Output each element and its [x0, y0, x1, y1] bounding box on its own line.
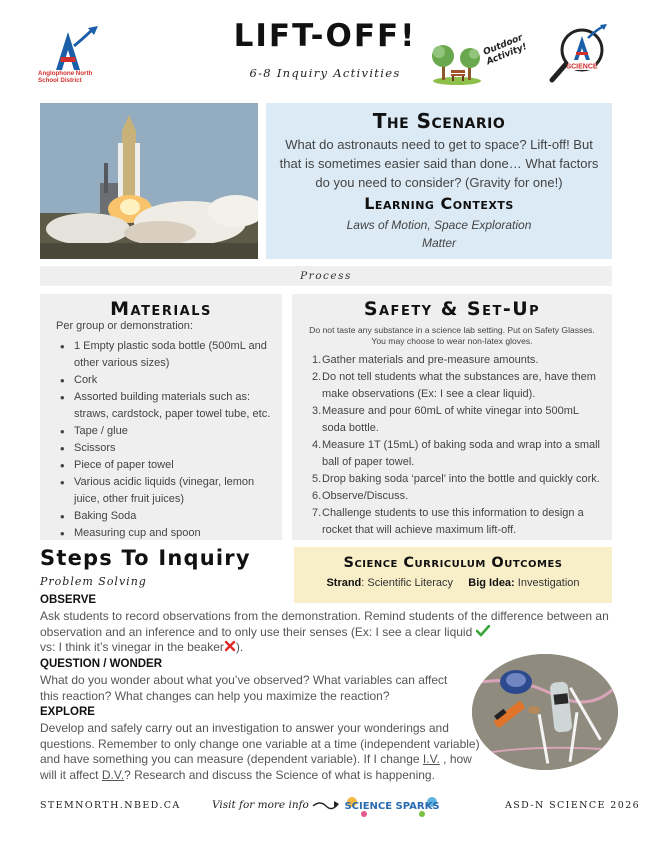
step-text: Challenge students to use this information to design a rocket that will achieve maximum lift-off. — [322, 507, 584, 536]
science-sparks-logo-text: SCIENCE SPARKS — [344, 801, 440, 812]
safety-steps-list — [312, 352, 602, 539]
footer-website-link[interactable]: STEMNORTH.NBED.CA — [40, 800, 181, 811]
explore-text-c: ? Research and discuss the Science of what is happening. — [124, 767, 435, 782]
safety-title: Safety & Set-Up — [363, 298, 541, 320]
rocket-launch-photo — [40, 103, 258, 259]
red-cross-icon — [224, 640, 236, 652]
list-item: • Cork — [58, 372, 278, 389]
observe-text-c: ). — [235, 640, 244, 654]
science-sparks-logo — [344, 792, 440, 820]
curriculum-outcomes-panel — [294, 547, 612, 603]
steps-title: Steps To Inquiry — [40, 546, 251, 570]
district-name — [38, 70, 108, 84]
learning-contexts-line1: Laws of Motion, Space Exploration — [346, 218, 532, 232]
step-number: 6. — [312, 490, 322, 502]
outcomes-line — [294, 577, 612, 589]
materials-panel — [40, 294, 282, 540]
step-text: Drop baking soda ‘parcel’ into the bottle and quickly cork. — [322, 473, 600, 485]
materials-title: Materials — [110, 298, 212, 320]
scenario-panel — [266, 103, 612, 259]
scenario-title: The Scenario — [372, 109, 506, 133]
observe-text-b: vs: I think it’s vinegar in the beaker — [40, 640, 224, 654]
strand-label: Strand — [326, 577, 362, 589]
list-item — [312, 437, 602, 471]
list-item — [312, 505, 602, 539]
list-item — [312, 471, 602, 488]
district-name-line2: School District — [38, 77, 82, 84]
question-heading: QUESTION / WONDER — [40, 658, 163, 670]
science-sparks-logo-image — [344, 792, 440, 820]
bottle-rocket-photo — [472, 654, 618, 770]
list-item: • Assorted building materials such as: straws, cardstock, paper towel tube, etc. — [58, 389, 278, 423]
magnifying-glass-science-icon — [548, 22, 612, 86]
list-item: • Various acidic liquids (vinegar, lemon juice, other fruit juices) — [58, 474, 278, 508]
list-item: • Piece of paper towel — [58, 457, 278, 474]
explore-text-a: Develop and safely carry out an investigation to answer your wonderings and questions. Remember to only change one variable at a time (independent variable) and have something you can measure (dependent variable). If I change — [40, 721, 480, 766]
science-logo — [548, 22, 612, 86]
observe-text — [40, 609, 612, 656]
outcomes-title: Science Curriculum Outcomes — [343, 555, 563, 571]
list-item: • 1 Empty plastic soda bottle (500mL and other various sizes) — [58, 338, 278, 372]
step-number: 4. — [312, 439, 322, 451]
step-text: Measure 1T (15mL) of baking soda and wrap into a small ball of paper towel. — [322, 439, 600, 468]
curly-arrow-icon — [312, 798, 340, 810]
park-bench-trees-icon — [430, 34, 484, 88]
explore-text-b: , how will it affect — [40, 752, 472, 782]
list-item: • Measuring cup and spoon — [58, 525, 278, 542]
big-idea-value: Investigation — [514, 577, 580, 589]
step-text: Measure and pour 60mL of white vinegar into 500mL soda bottle. — [322, 405, 579, 434]
explore-heading: EXPLORE — [40, 706, 95, 718]
bottle-rocket-image — [472, 654, 618, 770]
list-item — [312, 369, 602, 403]
question-text: What do you wonder about what you’ve observed? What variables can affect this reaction? What changes can help you maximize the reaction? — [40, 673, 448, 703]
green-check-icon — [476, 625, 490, 637]
materials-list — [58, 338, 278, 542]
rocket-launch-image — [40, 103, 258, 259]
step-number: 2. — [312, 371, 322, 383]
steps-subtitle: Problem Solving — [40, 575, 147, 588]
list-item — [312, 352, 602, 369]
footer-visit-text — [212, 798, 340, 811]
district-logo — [38, 26, 102, 84]
dependent-variable-abbr: D.V. — [101, 767, 125, 782]
independent-variable-abbr: I.V. — [422, 752, 440, 766]
list-item: • Baking Soda — [58, 508, 278, 525]
step-number: 3. — [312, 405, 322, 417]
outdoor-activity-label: Outdoor Activity! — [481, 32, 529, 68]
rocket-a-logo-icon — [38, 26, 102, 72]
step-number: 7. — [312, 507, 322, 519]
step-text: Observe/Discuss. — [322, 490, 409, 502]
safety-panel — [292, 294, 612, 540]
page-title: LIFT-OFF! — [233, 18, 417, 54]
materials-intro: Per group or demonstration: — [56, 320, 193, 332]
science-badge-text: SCIENCE — [566, 63, 598, 71]
list-item — [312, 403, 602, 437]
explore-text — [40, 721, 480, 783]
list-item: • Tape / glue — [58, 423, 278, 440]
footer-visit-label: Visit for more info — [212, 799, 309, 811]
page-subtitle: 6-8 Inquiry Activities — [249, 66, 401, 80]
process-bar: Process — [40, 266, 612, 286]
step-number: 1. — [312, 354, 322, 366]
footer-right-text: ASD-N SCIENCE 2026 — [505, 800, 641, 811]
learning-contexts-title: Learning Contexts — [364, 194, 514, 213]
step-number: 5. — [312, 473, 322, 485]
scenario-text: What do astronauts need to get to space? Lift-off! But that is sometimes easier said than done… What factors do you need to consider? (Gravity for one!) — [279, 137, 599, 190]
list-item — [312, 488, 602, 505]
observe-heading: OBSERVE — [40, 594, 97, 606]
list-item: • Scissors — [58, 440, 278, 457]
strand-value: : Scientific Literacy — [361, 577, 453, 589]
big-idea-label: Big Idea: — [468, 577, 515, 589]
safety-note: Do not taste any substance in a science lab setting. Put on Safety Glasses. You may choose to wear non-latex gloves. — [309, 325, 595, 346]
step-text: Do not tell students what the substances are, have them make observations (Ex: I see a clear liquid). — [322, 371, 596, 400]
learning-contexts-line2: Matter — [421, 236, 456, 250]
step-text: Gather materials and pre-measure amounts. — [322, 354, 539, 366]
observe-text-a: Ask students to record observations from the demonstration. Remind students of the difference between an observation and an inference and to only use their senses (Ex: I see a clear liquid — [40, 609, 609, 639]
district-name-line1: Anglophone North — [38, 70, 93, 77]
